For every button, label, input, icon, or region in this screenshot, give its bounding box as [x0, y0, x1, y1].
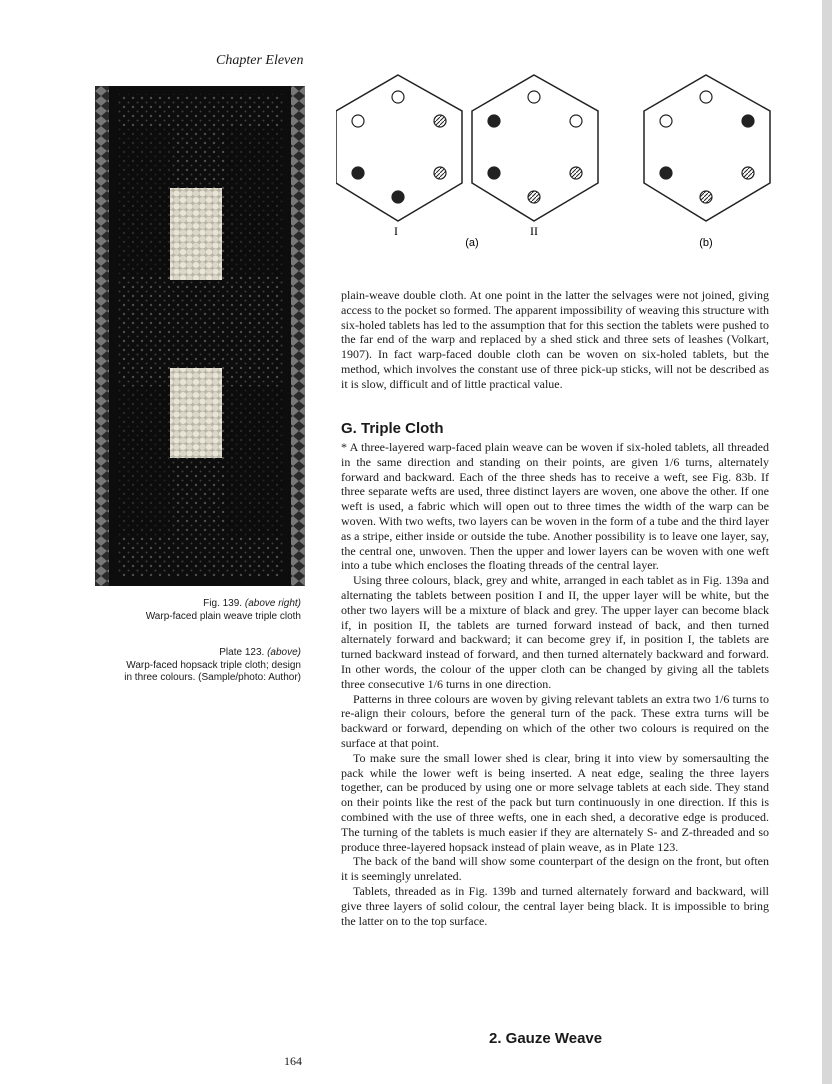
- hole-white: [660, 115, 672, 127]
- hole-black: [488, 115, 500, 127]
- hole-white: [570, 115, 582, 127]
- intro-text: [341, 288, 769, 392]
- fig-text: Warp-faced plain weave triple cloth: [145, 610, 301, 622]
- label-b: (b): [699, 237, 713, 249]
- plate-line-1: Warp-faced hopsack triple cloth; design: [126, 659, 301, 671]
- tablet-b: [644, 75, 770, 221]
- paragraph: Using three colours, black, grey and white, arranged in each tablet as in Fig. 139a and alternating the tablets between position I and II, the upper layer will be white, but the other two layers will be a mixture of black and grey. The upper layer can become black if, in position II, the tablets are turned forward instead of back, and then turned alternately forward and backward; it can become grey if, in position I, the tablets are turned backward instead of forward, and then turned alternately backward and forward. In other words, the colour of the upper cloth can be changed by giving all the tablets three consecutive 1/6 turns in one direction.: [341, 573, 769, 691]
- hole-grey: [570, 167, 582, 179]
- hole-grey: [434, 115, 446, 127]
- next-section-heading: 2. Gauze Weave: [489, 1030, 603, 1047]
- tablet-position-II: [472, 75, 598, 221]
- hole-black: [742, 115, 754, 127]
- hole-grey: [528, 191, 540, 203]
- scan-edge: [822, 0, 832, 1084]
- hole-black: [660, 167, 672, 179]
- hole-black: [352, 167, 364, 179]
- tablet-position-I: [336, 75, 462, 221]
- label-position-I: I: [394, 224, 398, 238]
- paragraph: The back of the band will show some counterpart of the design on the front, but often it is seemingly unrelated.: [341, 854, 769, 884]
- fig-label: Fig. 139.: [203, 598, 243, 609]
- fig-139-diagrams: [336, 73, 776, 258]
- plate-line-2: in three colours. (Sample/photo: Author): [124, 672, 301, 683]
- tablet-hexagons: [336, 73, 776, 258]
- label-a: (a): [465, 237, 479, 249]
- hole-white: [392, 91, 404, 103]
- fig-139-caption: [95, 598, 301, 623]
- section-heading: G. Triple Cloth: [341, 420, 444, 437]
- hole-white: [700, 91, 712, 103]
- paragraph: To make sure the small lower shed is clear, bring it into view by somersaulting the pack while the lower weft is being inserted. A neat edge, sealing the three layers together, can be produced by using one or more selvage tablets at each side. They stand on their points like the rest of the pack but turn continuously in one direction. If this is combined with the use of three wefts, one in each shed, a decorative edge is produced. The turning of the tablets is much easier if they are alternately S- and Z-threaded and so produce three-layered hopsack instead of plain weave, as in Plate 123.: [341, 750, 769, 854]
- hole-black: [392, 191, 404, 203]
- plate-123-caption: [95, 647, 301, 685]
- hole-black: [488, 167, 500, 179]
- paragraph: Tablets, threaded as in Fig. 139b and turned alternately forward and backward, will give three layers of solid colour, the central layer being black. It is impossible to bring the latter on to the top surface.: [341, 883, 769, 928]
- fig-position: (above right): [244, 598, 301, 609]
- hole-white: [352, 115, 364, 127]
- hole-grey: [700, 191, 712, 203]
- plate-123-photo: [95, 86, 305, 586]
- woven-band-image: [95, 86, 305, 586]
- hole-grey: [742, 167, 754, 179]
- intro-paragraph: plain-weave double cloth. At one point in the latter the selvages were not joined, giving access to the pocket so formed. The apparent impossibility of weaving this structure with six-holed tablets has led to the assumption that for this section the tablets were pushed to the far end of the warp and replaced by a shed stick and three sets of leashes (Volkart, 1907). In fact warp-faced double cloth can be woven on six-holed tablets, but the method, which involves the constant use of three pick-up sticks, will not be described as it is slow, difficult and of little practical value.: [341, 288, 769, 391]
- plate-position: (above): [267, 647, 301, 658]
- label-position-II: II: [530, 224, 538, 238]
- page-number: 164: [284, 1054, 302, 1068]
- paragraph: * A three-layered warp-faced plain weave can be woven if six-holed tablets, all threaded in the same direction and standing on their points, are given 1/6 turns, alternately forward and backward. Each of the three sheds has to receive a weft, see Fig. 83b. If three separate wefts are used, three distinct layers are woven, one above the other. If one weft is used, a fabric which will open out to three times the width of the warp can be woven. With two wefts, two layers can be woven in the form of a tube and the third layer as a stripe, either inside or outside the tube. Another possibility is to leave one layer, say, the central one, unwoven. Then the upper and lower layers can be woven with one weft into a tube which encloses the floating threads of the central layer.: [341, 440, 769, 573]
- hole-grey: [434, 167, 446, 179]
- hole-white: [528, 91, 540, 103]
- paragraph: Patterns in three colours are woven by giving relevant tablets an extra two 1/6 turns to re-align their colours, before the general turn of the pack. These extra turns will be backward or forward, depending on which of the other two colours is required on the surface at that point.: [341, 691, 769, 750]
- section-body: [341, 440, 769, 928]
- plate-label: Plate 123.: [219, 647, 265, 658]
- running-header: Chapter Eleven: [216, 53, 304, 68]
